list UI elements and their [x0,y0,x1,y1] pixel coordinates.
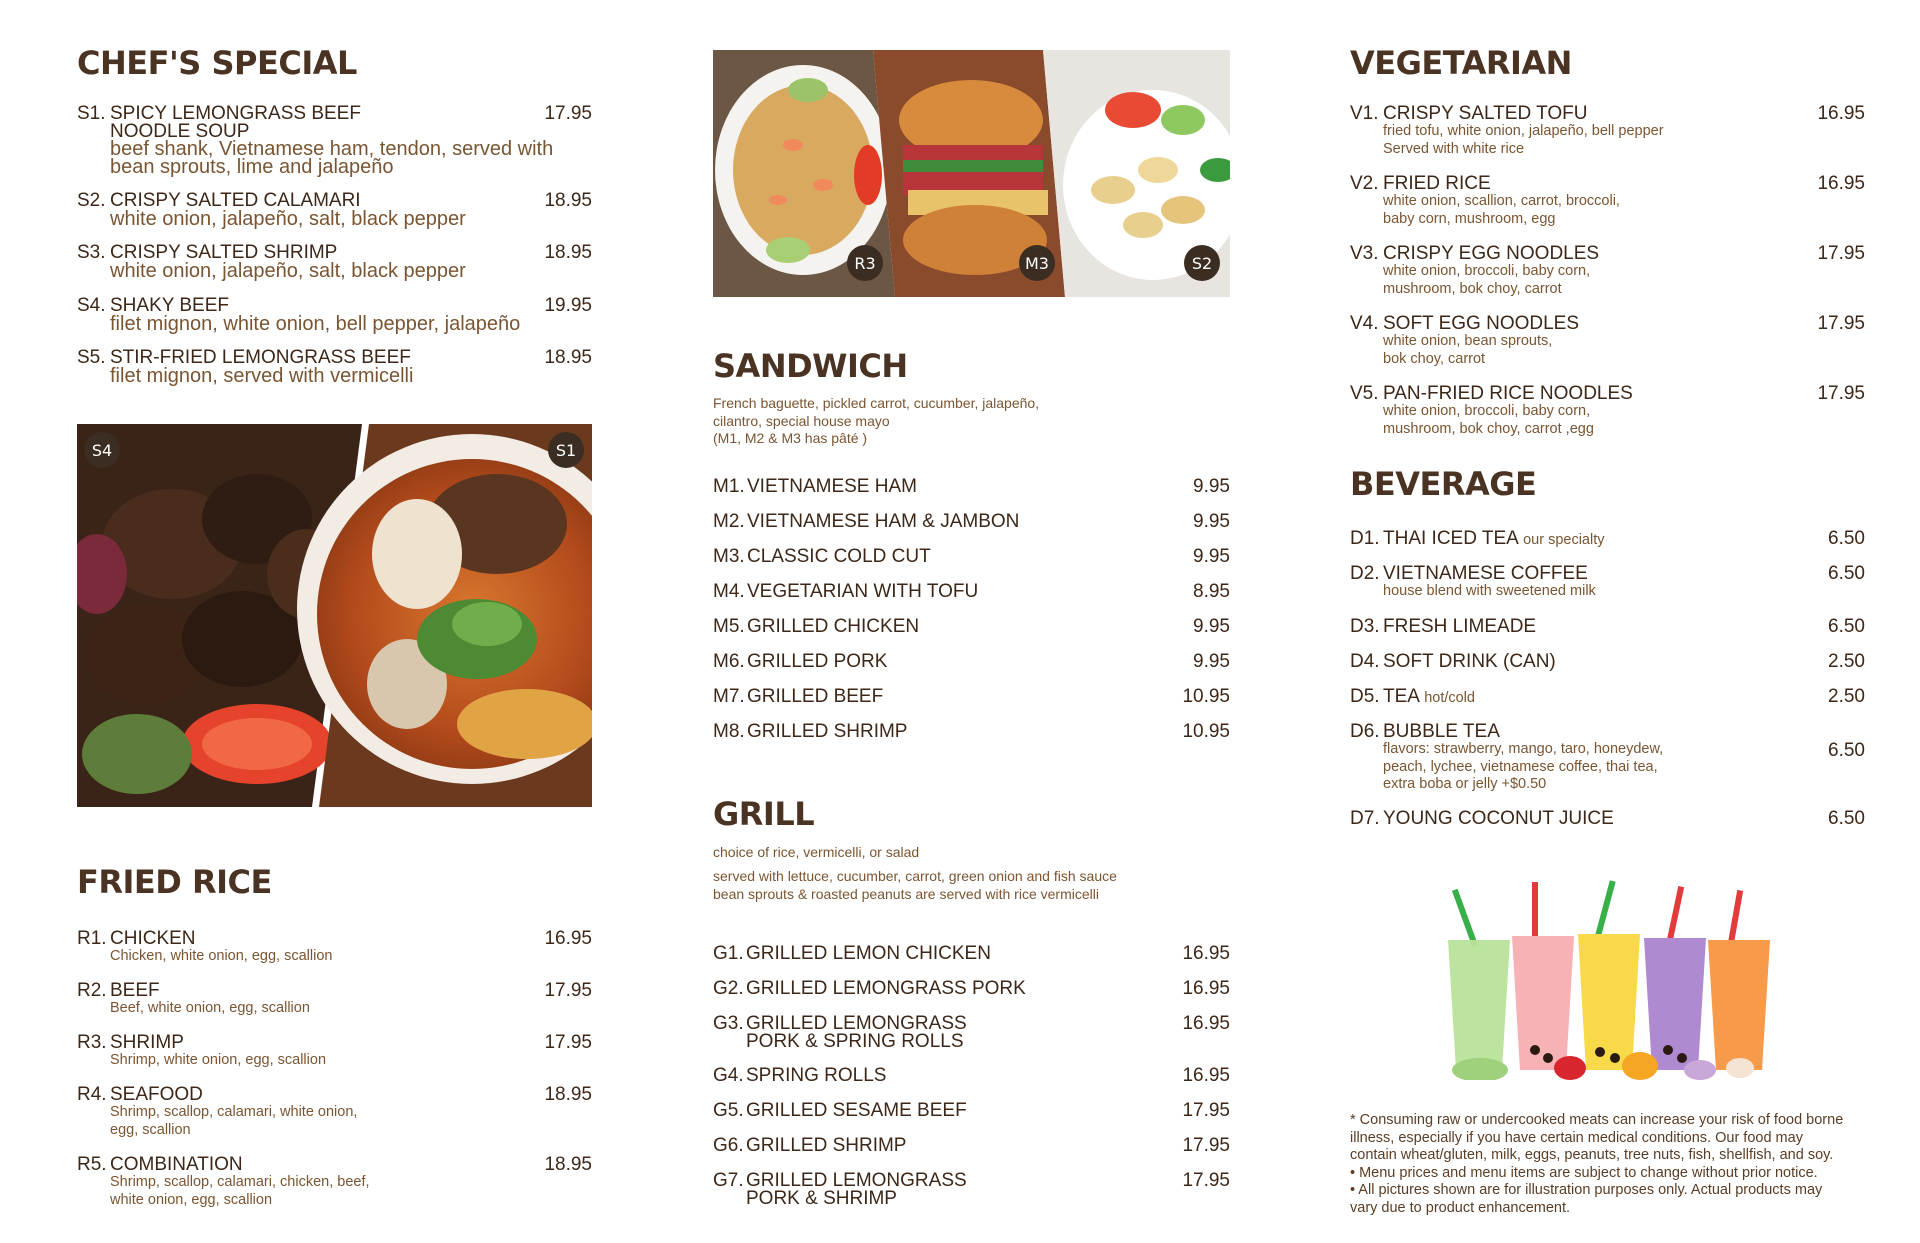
item-price: 6.50 [1828,616,1865,637]
item-name: GRILLED LEMONGRASS [746,1170,967,1191]
food-photo-s4-s1 [77,424,592,807]
menu-item-m7 [713,686,1230,706]
menu-item-g2 [713,978,1230,998]
item-price: 9.95 [1193,546,1230,567]
item-price: 9.95 [1193,511,1230,532]
item-price: 17.95 [544,1032,592,1053]
menu-item-s5 [77,347,592,385]
grill-title: GRILL [713,795,815,833]
desc-line: Served with white rice [1383,140,1525,157]
item-name: GRILLED SHRIMP [746,1135,907,1156]
item-name: FRESH LIMEADE [1383,616,1537,637]
item-code: M4. [713,581,745,602]
item-code: R3. [77,1032,107,1053]
desc-line: cilantro, special house mayo [713,412,890,429]
menu-item-g5 [713,1100,1230,1120]
item-code: V3. [1350,243,1379,264]
item-code: V4. [1350,313,1379,334]
item-code: G4. [713,1065,744,1086]
item-name: SOFT EGG NOODLES [1383,313,1580,334]
disclaimer-line: • Menu prices and menu items are subject to change without prior notice. [1350,1164,1818,1181]
item-name: GRILLED CHICKEN [747,616,920,637]
disclaimer-line: contain wheat/gluten, milk, eggs, peanuts, tree nuts, fish, shellfish, and soy. [1350,1147,1834,1164]
item-price: 16.95 [1182,1013,1230,1034]
desc-line: served with lettuce, cucumber, carrot, green onion and fish sauce [713,868,1117,884]
item-code: D3. [1350,616,1380,637]
item-note: our specialty [1523,532,1605,548]
item-name: CRISPY SALTED TOFU [1383,103,1588,124]
item-desc: filet mignon, served with vermicelli [110,365,414,387]
desc-line: egg, scallion [110,1121,191,1138]
item-price: 9.95 [1193,616,1230,637]
item-code: M2. [713,511,745,532]
item-price: 16.95 [1182,978,1230,999]
item-code: M6. [713,651,745,672]
bubble-tea-illustration [1440,880,1800,1080]
item-name: BEEF [110,980,160,1001]
item-code: M7. [713,686,745,707]
desc-line: flavors: strawberry, mango, taro, honeydew, [1383,741,1664,757]
menu-item-v1 [1350,103,1865,158]
food-illustration [77,424,592,807]
desc-line: white onion, egg, scallion [110,1191,273,1208]
item-price: 10.95 [1182,686,1230,707]
item-price: 9.95 [1193,651,1230,672]
item-price: 6.50 [1828,563,1865,584]
disclaimer-line: * Consuming raw or undercooked meats can increase your risk of food borne [1350,1112,1844,1128]
item-name: VIETNAMESE HAM [747,476,917,497]
desc-line: fried tofu, white onion, jalapeño, bell pepper [1383,123,1664,139]
item-name: COMBINATION [110,1154,243,1175]
photo-badge-r3: R3 [847,245,883,281]
item-price: 19.95 [544,295,592,316]
menu-item-d7 [1350,808,1865,828]
menu-item-v3 [1350,243,1865,298]
sandwich-desc [713,395,1039,448]
item-name: BUBBLE TEA [1383,721,1500,742]
item-note: hot/cold [1424,690,1475,706]
item-name: YOUNG COCONUT JUICE [1383,808,1614,829]
item-code: S3. [77,242,106,263]
item-price: 2.50 [1828,686,1865,707]
item-price: 8.95 [1193,581,1230,602]
item-desc [1383,123,1865,158]
item-code: M3. [713,546,745,567]
item-name-line2: PORK & SPRING ROLLS [746,1031,964,1052]
item-code: G5. [713,1100,744,1121]
menu-item-v2 [1350,173,1865,228]
item-price: 6.50 [1828,808,1865,829]
item-price: 10.95 [1182,721,1230,742]
item-price: 6.50 [1828,740,1865,761]
menu-item-r5 [77,1154,592,1209]
item-name: SPRING ROLLS [746,1065,887,1086]
item-name: VIETNAMESE HAM & JAMBON [747,511,1020,532]
desc-line: white onion, broccoli, baby corn, [1383,403,1591,419]
item-code: M8. [713,721,745,742]
photo-badge-s4: S4 [84,432,120,468]
item-code: S4. [77,295,106,316]
menu-item-r2 [77,980,592,1018]
item-name: SPICY LEMONGRASS BEEF [110,103,361,124]
menu-item-m2 [713,511,1230,531]
photo-badge-s2: S2 [1184,245,1220,281]
item-code: D1. [1350,528,1380,549]
item-code: G2. [713,978,744,999]
item-price: 18.95 [544,242,592,263]
desc-line: French baguette, pickled carrot, cucumber, jalapeño, [713,395,1040,411]
desc-line: bean sprouts & roasted peanuts are served with rice vermicelli [713,886,1099,902]
item-code: S2. [77,190,106,211]
disclaimer-line: • All pictures shown are for illustration purposes only. Actual products may [1350,1182,1823,1199]
menu-item-g6 [713,1135,1230,1155]
menu-item-m5 [713,616,1230,636]
menu-item-s1 [77,103,592,176]
menu-item-m3 [713,546,1230,566]
menu-item-v4 [1350,313,1865,368]
item-name: GRILLED LEMONGRASS PORK [746,978,1026,999]
desc-line: peach, lychee, vietnamese coffee, thai tea, [1383,758,1658,775]
menu-item-g1 [713,943,1230,963]
item-price: 18.95 [544,1084,592,1105]
item-name: STIR-FRIED LEMONGRASS BEEF [110,347,411,368]
item-name: GRILLED SESAME BEEF [746,1100,967,1121]
item-desc [1383,333,1865,368]
item-name: CHICKEN [110,928,196,949]
menu-item-g4 [713,1065,1230,1085]
item-desc: filet mignon, white onion, bell pepper, jalapeño [110,313,521,335]
item-price: 17.95 [1817,383,1865,404]
desc-line: baby corn, mushroom, egg [1383,210,1556,227]
menu-item-d6 [1350,721,1865,794]
item-price: 17.95 [544,103,592,124]
item-name: SOFT DRINK (CAN) [1383,651,1556,672]
desc-line: extra boba or jelly +$0.50 [1383,776,1547,792]
item-name: GRILLED LEMON CHICKEN [746,943,991,964]
item-name: CRISPY EGG NOODLES [1383,243,1600,264]
menu-item-m8 [713,721,1230,741]
item-price: 16.95 [1817,103,1865,124]
food-safety-disclaimer [1350,1112,1870,1218]
desc-line: white onion, scallion, carrot, broccoli, [1383,193,1620,209]
item-code: M1. [713,476,745,497]
item-price: 16.95 [544,928,592,949]
menu-item-d3 [1350,616,1865,636]
menu-item-v5 [1350,383,1865,438]
item-code: R5. [77,1154,107,1175]
item-price: 17.95 [1817,313,1865,334]
item-price: 17.95 [1817,243,1865,264]
item-name: GRILLED PORK [747,651,888,672]
desc-line: beef shank, Vietnamese ham, tendon, served with [110,138,554,160]
vegetarian-title: VEGETARIAN [1350,44,1572,82]
item-desc [1383,403,1865,438]
item-desc: Chicken, white onion, egg, scallion [110,948,333,964]
menu-item-g7 [713,1170,1230,1207]
item-code: G6. [713,1135,744,1156]
item-code: M5. [713,616,745,637]
desc-line: white onion, broccoli, baby corn, [1383,263,1591,279]
desc-line: bean sprouts, lime and jalapeño [110,156,394,178]
menu-item-g3 [713,1013,1230,1050]
desc-line: mushroom, bok choy, carrot [1383,280,1562,297]
item-price: 17.95 [1182,1170,1230,1191]
item-desc: Beef, white onion, egg, scallion [110,1000,310,1016]
item-name-text: TEA [1383,686,1419,707]
item-name-line2: PORK & SHRIMP [746,1188,897,1209]
desc-line: (M1, M2 & M3 has pâté ) [713,430,868,446]
item-desc: white onion, jalapeño, salt, black pepper [110,208,466,230]
menu-item-d4 [1350,651,1865,671]
item-desc: white onion, jalapeño, salt, black pepper [110,260,466,282]
item-code: R1. [77,928,107,949]
item-price: 18.95 [544,1154,592,1175]
item-code: G3. [713,1013,744,1034]
disclaimer-line: vary due to product enhancement. [1350,1199,1571,1216]
item-price: 18.95 [544,190,592,211]
desc-line: mushroom, bok choy, carrot ,egg [1383,420,1594,437]
fried-rice-title: FRIED RICE [77,863,272,901]
menu-item-d1 [1350,528,1865,548]
item-name: SHAKY BEEF [110,295,229,316]
item-name [1383,528,1604,550]
item-name: GRILLED LEMONGRASS [746,1013,967,1034]
item-name: CRISPY SALTED SHRIMP [110,242,338,263]
item-code: D7. [1350,808,1380,829]
photo-badge-m3: M3 [1019,245,1055,281]
item-price: 9.95 [1193,476,1230,497]
item-code: D5. [1350,686,1380,707]
item-price: 17.95 [544,980,592,1001]
sandwich-title: SANDWICH [713,347,908,385]
desc-line: Shrimp, scallop, calamari, chicken, beef, [110,1174,370,1190]
item-code: G7. [713,1170,744,1191]
item-price: 2.50 [1828,651,1865,672]
item-code: R4. [77,1084,107,1105]
menu-item-s4 [77,295,592,333]
item-desc [110,1104,592,1139]
item-name-text: THAI ICED TEA [1383,528,1518,549]
food-illustration [713,50,1230,297]
item-name: GRILLED SHRIMP [747,721,908,742]
item-desc [110,140,592,176]
chef-special-title: CHEF'S SPECIAL [77,44,357,82]
item-name: CRISPY SALTED CALAMARI [110,190,361,211]
menu-item-r3 [77,1032,592,1070]
item-price: 16.95 [1182,1065,1230,1086]
item-name: FRIED RICE [1383,173,1491,194]
item-name: PAN-FRIED RICE NOODLES [1383,383,1633,404]
item-desc [1383,193,1865,228]
menu-item-s2 [77,190,592,228]
item-desc: Shrimp, white onion, egg, scallion [110,1052,327,1068]
menu-item-r1 [77,928,592,966]
beverage-title: BEVERAGE [1350,465,1537,503]
item-code: V1. [1350,103,1379,124]
item-desc [110,1174,592,1209]
menu-item-m4 [713,581,1230,601]
grill-desc [713,867,1117,903]
item-code: D2. [1350,563,1380,584]
item-desc [1383,263,1865,298]
disclaimer-line: illness, especially if you have certain medical conditions. Our food may [1350,1129,1803,1146]
menu-item-m6 [713,651,1230,671]
bubble-tea-photo [1440,880,1800,1080]
item-price: 6.50 [1828,528,1865,549]
item-price: 16.95 [1182,943,1230,964]
item-code: D6. [1350,721,1380,742]
item-name: VIETNAMESE COFFEE [1383,563,1588,584]
item-desc [1383,741,1865,794]
item-name: GRILLED BEEF [747,686,884,707]
item-name: CLASSIC COLD CUT [747,546,931,567]
desc-line: white onion, bean sprouts, [1383,333,1553,349]
item-name: SHRIMP [110,1032,184,1053]
item-price: 18.95 [544,347,592,368]
photo-badge-s1: S1 [548,432,584,468]
menu-item-d5 [1350,686,1865,706]
item-code: V5. [1350,383,1379,404]
menu-item-r4 [77,1084,592,1139]
item-code: G1. [713,943,744,964]
item-name-line2: NOODLE SOUP [110,121,250,142]
grill-choice: choice of rice, vermicelli, or salad [713,844,920,860]
menu-item-s3 [77,242,592,280]
item-price: 17.95 [1182,1135,1230,1156]
menu-item-m1 [713,476,1230,496]
item-price: 17.95 [1182,1100,1230,1121]
item-code: V2. [1350,173,1379,194]
desc-line: Shrimp, scallop, calamari, white onion, [110,1104,358,1120]
item-code: S1. [77,103,106,124]
item-name [1383,686,1475,708]
desc-line: bok choy, carrot [1383,350,1486,367]
menu-item-d2 [1350,563,1865,601]
item-name: VEGETARIAN WITH TOFU [747,581,979,602]
item-code: R2. [77,980,107,1001]
item-code: S5. [77,347,106,368]
item-code: D4. [1350,651,1380,672]
item-price: 16.95 [1817,173,1865,194]
item-name: SEAFOOD [110,1084,203,1105]
item-desc: house blend with sweetened milk [1383,583,1596,599]
food-photo-r3-m3-s2 [713,50,1230,297]
